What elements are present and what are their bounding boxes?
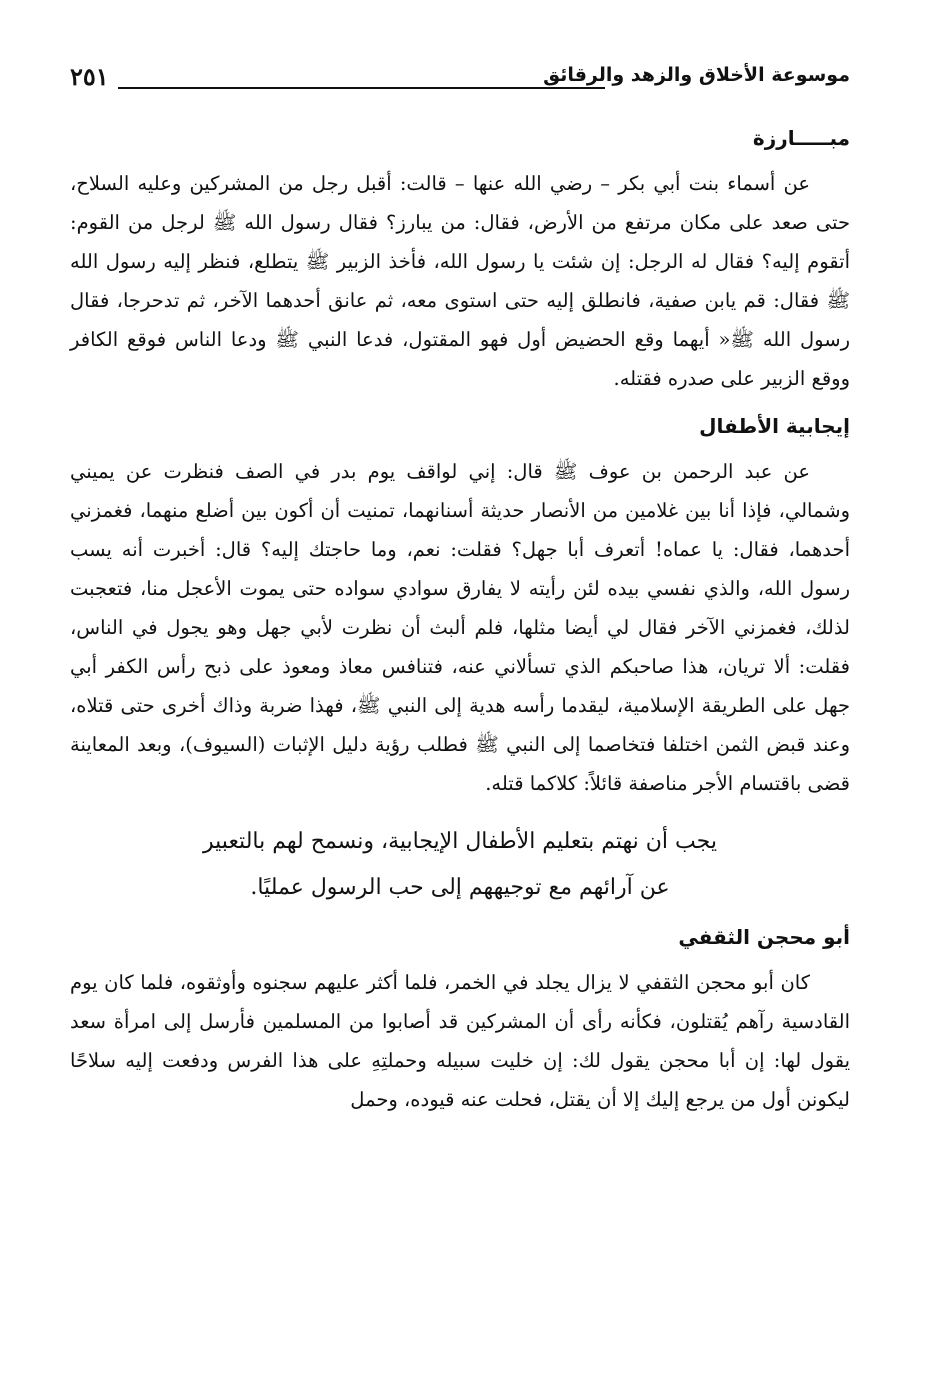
page-body [70, 118, 850, 1135]
section-heading-mubaraza: مبـــــارزة [752, 126, 850, 150]
paragraph-abu-mihjan: كان أبو محجن الثقفي لا يزال يجلد في الخمر، فلما أكثر عليهم سجنوه وأوثقوه، فلما كان يوم القادسية رآهم يُقتلون، فكأنه رأى أن المشركين قد أصابوا من المسلمين فأرسل إلى امرأة سعد يقول لها: إن أبا محجن يقول لك: إن خليت سبيله وحملتِهِ على هذا الفرس ودفعت إليه سلاحًا ليكونن أول من يرجع إليك إلا أن يقتل، فحلت عنه قيوده، وحمل [70, 971, 850, 1111]
highlighted-quote [70, 819, 850, 911]
quote-line: عن آرائهم مع توجيههم إلى حب الرسول عمليًا. [250, 875, 670, 900]
section-heading-abu-mihjan: أبو محجن الثقفي [678, 925, 850, 949]
paragraph-children-positivity: عن عبد الرحمن بن عوف ﷺ قال: إني لواقف يوم بدر في الصف فنظرت عن يميني وشمالي، فإذا أنا بين غلامين من الأنصار حديثة أسنانهما، تمنيت أن أكون بين أضلع منهما، فغمزني أحدهما، فقال: يا عماه! أتعرف أبا جهل؟ فقلت: نعم، وما حاجتك إليه؟ قال: أخبرت أنه يسب رسول الله، والذي نفسي بيده لئن رأيته لا يفارق سوادي سواده حتى يموت الأعجل منا، فتعجبت لذلك، فغمزني الآخر فقال لي أيضا مثلها، فلم ألبث أن نظرت لأبي جهل وهو يجول في الناس، فقلت: ألا تريان، هذا صاحبكم الذي تسألاني عنه، فتنافس معاذ ومعوذ على ذبح رأس الكفر أبي جهل على الطريقة الإسلامية، ليقدما رأسه هدية إلى النبي ﷺ، فهذا ضربة وذاك أخرى حتى قتلاه، وعند قبض الثمن اختلفا فتخاصما إلى النبي ﷺ فطلب رؤية دليل الإثبات (السيوف)، وبعد المعاينة قضى باقتسام الأجر مناصفة قائلاً: كلاكما قتله. [70, 460, 851, 795]
section-heading-children-positivity: إيجابية الأطفال [699, 414, 850, 438]
quote-line: يجب أن نهتم بتعليم الأطفال الإيجابية، ونسمح لهم بالتعبير [203, 829, 717, 854]
running-title: موسوعة الأخلاق والزهد والرقائق [543, 64, 850, 86]
paragraph-mubaraza: عن أسماء بنت أبي بكر – رضي الله عنها – قالت: أقبل رجل من المشركين وعليه السلاح، حتى صعد على مكان مرتفع من الأرض، فقال: من يبارز؟ فقال رسول الله ﷺ لرجل من القوم: أتقوم إليه؟ فقال له الرجل: إن شئت يا رسول الله، فأخذ الزبير ﷺ يتطلع، فنظر إليه رسول الله ﷺ فقال: قم يابن صفية، فانطلق إليه حتى استوى معه، ثم عانق أحدهما الآخر، ثم تدحرجا، فقال رسول الله ﷺ« أيهما وقع الحضيض أول فهو المقتول، فدعا النبي ﷺ ودعا الناس فوقع الكافر ووقع الزبير على صدره فقتله. [70, 172, 850, 390]
page-header [70, 60, 850, 100]
header-rule [118, 87, 605, 89]
page-number: ٢٥١ [70, 62, 109, 91]
